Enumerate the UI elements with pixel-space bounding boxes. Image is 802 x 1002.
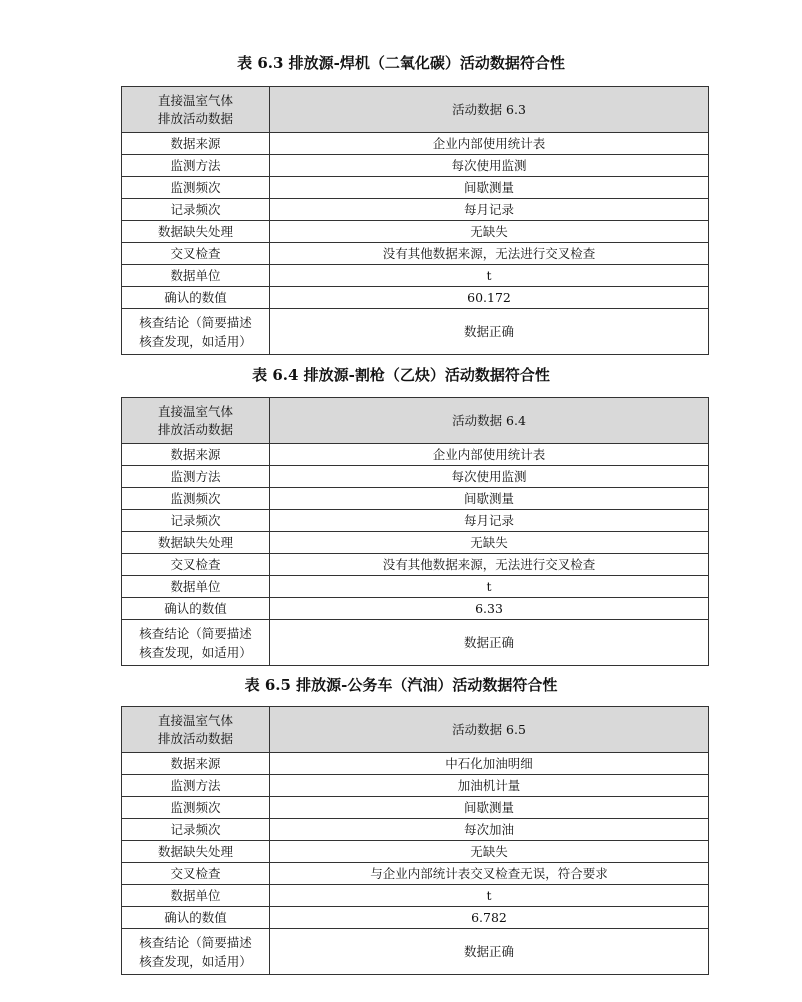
conclusion-row [122, 620, 709, 666]
table-header-row [122, 707, 709, 753]
row-value: 间歇测量 [270, 797, 709, 819]
row-value: 没有其他数据来源，无法进行交叉检查 [270, 554, 709, 576]
row-label: 数据缺失处理 [122, 532, 270, 554]
row-label: 交叉检查 [122, 554, 270, 576]
table-row [122, 243, 709, 265]
row-value: 6.33 [270, 598, 709, 620]
row-label: 数据缺失处理 [122, 841, 270, 863]
row-label: 记录频次 [122, 510, 270, 532]
row-label: 数据单位 [122, 265, 270, 287]
table-header-row [122, 398, 709, 444]
row-value: 间歇测量 [270, 488, 709, 510]
conclusion-label-line-1: 核查结论（简要描述 [139, 314, 252, 330]
row-value: t [270, 265, 709, 287]
row-value: 无缺失 [270, 221, 709, 243]
table-caption-6-5: 表 6.5 排放源-公务车（汽油）活动数据符合性 [244, 676, 558, 694]
table-row [122, 488, 709, 510]
table-caption-6-4: 表 6.4 排放源-割枪（乙炔）活动数据符合性 [252, 366, 550, 384]
row-value: 间歇测量 [270, 177, 709, 199]
activity-data-table-6-4 [121, 397, 709, 666]
header-value-cell: 活动数据 6.3 [270, 87, 709, 133]
row-value: 与企业内部统计表交叉检查无误，符合要求 [270, 863, 709, 885]
conclusion-value: 数据正确 [270, 620, 709, 666]
row-value: 每月记录 [270, 199, 709, 221]
conclusion-label-line-2: 核查发现，如适用） [139, 644, 252, 660]
row-value: t [270, 885, 709, 907]
table-row [122, 177, 709, 199]
row-label: 数据来源 [122, 133, 270, 155]
row-value: 无缺失 [270, 532, 709, 554]
row-value: 每月记录 [270, 510, 709, 532]
row-label: 监测频次 [122, 797, 270, 819]
table-row [122, 598, 709, 620]
row-label: 监测方法 [122, 155, 270, 177]
table-row [122, 753, 709, 775]
conclusion-value: 数据正确 [270, 309, 709, 355]
table-row [122, 797, 709, 819]
conclusion-label-cell [122, 929, 270, 975]
table-row [122, 576, 709, 598]
table-row [122, 510, 709, 532]
header-value-cell: 活动数据 6.4 [270, 398, 709, 444]
activity-data-table-6-5 [121, 706, 709, 975]
table-row [122, 532, 709, 554]
table-row [122, 885, 709, 907]
header-label-line-2: 排放活动数据 [157, 110, 233, 126]
table-row [122, 775, 709, 797]
row-label: 数据单位 [122, 576, 270, 598]
row-label: 记录频次 [122, 199, 270, 221]
row-label: 交叉检查 [122, 863, 270, 885]
row-value: 每次加油 [270, 819, 709, 841]
row-label: 确认的数值 [122, 598, 270, 620]
row-label: 监测方法 [122, 775, 270, 797]
row-value: t [270, 576, 709, 598]
row-value: 每次使用监测 [270, 466, 709, 488]
row-value: 无缺失 [270, 841, 709, 863]
conclusion-row [122, 929, 709, 975]
table-row [122, 287, 709, 309]
table-row [122, 863, 709, 885]
table-row [122, 841, 709, 863]
row-label: 监测方法 [122, 466, 270, 488]
table-row [122, 819, 709, 841]
header-label-line-1: 直接温室气体 [157, 712, 233, 728]
table-row [122, 221, 709, 243]
table-row [122, 554, 709, 576]
row-value: 没有其他数据来源，无法进行交叉检查 [270, 243, 709, 265]
conclusion-label-cell [122, 620, 270, 666]
row-value: 每次使用监测 [270, 155, 709, 177]
table-row [122, 466, 709, 488]
table-row [122, 155, 709, 177]
row-label: 数据来源 [122, 444, 270, 466]
header-label-cell [122, 707, 270, 753]
conclusion-label-line-2: 核查发现，如适用） [139, 953, 252, 969]
table-row [122, 265, 709, 287]
table-row [122, 444, 709, 466]
header-label-cell [122, 398, 270, 444]
header-label-cell [122, 87, 270, 133]
header-label-line-2: 排放活动数据 [157, 421, 233, 437]
row-value: 加油机计量 [270, 775, 709, 797]
row-label: 确认的数值 [122, 907, 270, 929]
header-label-line-1: 直接温室气体 [157, 403, 233, 419]
row-label: 记录频次 [122, 819, 270, 841]
table-row [122, 907, 709, 929]
row-value: 6.782 [270, 907, 709, 929]
header-label-line-2: 排放活动数据 [157, 730, 233, 746]
table-caption-6-3: 表 6.3 排放源-焊机（二氧化碳）活动数据符合性 [237, 54, 565, 72]
conclusion-label-line-2: 核查发现，如适用） [139, 333, 252, 349]
row-value: 60.172 [270, 287, 709, 309]
table-header-row [122, 87, 709, 133]
activity-data-table-6-3 [121, 86, 709, 355]
table-row [122, 199, 709, 221]
row-value: 企业内部使用统计表 [270, 133, 709, 155]
conclusion-label-line-1: 核查结论（简要描述 [139, 934, 252, 950]
conclusion-value: 数据正确 [270, 929, 709, 975]
row-label: 交叉检查 [122, 243, 270, 265]
table-row [122, 133, 709, 155]
row-value: 企业内部使用统计表 [270, 444, 709, 466]
row-label: 数据来源 [122, 753, 270, 775]
row-label: 数据缺失处理 [122, 221, 270, 243]
row-value: 中石化加油明细 [270, 753, 709, 775]
row-label: 数据单位 [122, 885, 270, 907]
header-value-cell: 活动数据 6.5 [270, 707, 709, 753]
row-label: 确认的数值 [122, 287, 270, 309]
conclusion-row [122, 309, 709, 355]
conclusion-label-line-1: 核查结论（简要描述 [139, 625, 252, 641]
conclusion-label-cell [122, 309, 270, 355]
row-label: 监测频次 [122, 177, 270, 199]
header-label-line-1: 直接温室气体 [157, 92, 233, 108]
row-label: 监测频次 [122, 488, 270, 510]
